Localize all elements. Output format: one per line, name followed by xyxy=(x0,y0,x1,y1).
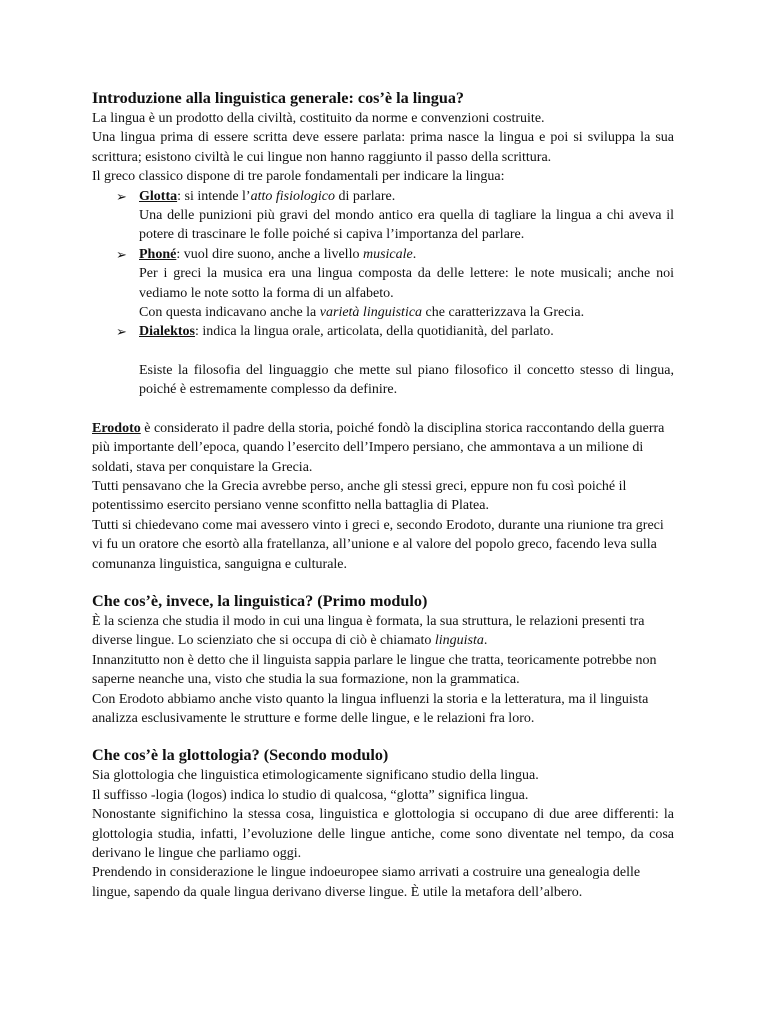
list-item-phone xyxy=(92,245,674,264)
paragraph: Il suffisso -logia (logos) indica lo studio di qualcosa, “glotta” significa lingua. xyxy=(92,787,529,803)
paragraph: Innanzitutto non è detto che il linguista sappia parlare le lingue che tratta, teoricamente potrebbe non saperne neanche una, visto che studia la sua formazione, non la grammatica. xyxy=(92,652,657,688)
term-phone: Phoné xyxy=(139,246,177,262)
list-subparagraph: Per i greci la musica era una lingua composta da delle lettere: le note musicali; anche noi vediamo le note sotto la forma di un alfabeto. xyxy=(139,266,674,301)
arrow-bullet-icon: ➢ xyxy=(116,324,127,340)
list-text: : indica la lingua orale, articolata, della quotidianità, del parlato. xyxy=(195,324,554,340)
arrow-bullet-icon: ➢ xyxy=(116,188,127,204)
list-text: : vuol dire suono, anche a livello xyxy=(176,246,363,262)
italic-text: linguista xyxy=(434,633,484,649)
list-subparagraph xyxy=(92,303,674,322)
spacer xyxy=(92,728,674,745)
paragraph: Il greco classico dispone di tre parole fondamentali per indicare la lingua: xyxy=(92,169,505,185)
italic-text: varietà linguistica xyxy=(319,305,423,321)
list-text: . xyxy=(412,246,417,262)
paragraph: La lingua è un prodotto della civiltà, costituito da norme e convenzioni costruite. xyxy=(92,111,545,126)
spacer xyxy=(92,342,674,361)
paragraph-text: È la scienza che studia il modo in cui una lingua è formata, la sua struttura, le relazioni presenti tra diverse lingue. Lo scienziato che si occupa di ciò è chiamato xyxy=(92,613,645,649)
paragraph: Nonostante significhino la stessa cosa, linguistica e glottologia si occupano di due aree differenti: la glottologia studia, infatti, l’evoluzione delle lingue antiche, come sono diventate nel tempo, da cosa derivano le lingue che parliamo oggi. xyxy=(92,807,674,861)
list-item-glotta xyxy=(92,187,674,206)
list-text: che caratterizzava la Grecia. xyxy=(422,305,585,321)
paragraph xyxy=(92,612,674,651)
italic-text: musicale xyxy=(362,246,413,262)
list-text: Con questa indicavano anche la xyxy=(139,305,320,321)
paragraph: Prendendo in considerazione le lingue indoeuropee siamo arrivati a costruire una genealogia delle lingue, sapendo da quale lingua derivano diverse lingue. È utile la metafora dell’albero. xyxy=(92,865,641,900)
term-erodoto: Erodoto xyxy=(92,420,141,436)
paragraph: Con Erodoto abbiamo anche visto quanto la lingua influenzi la storia e la letteratura, ma il linguista analizza esclusivamente le strutture e forme delle lingue, e le relazioni fra loro. xyxy=(92,691,649,726)
spacer xyxy=(92,574,674,591)
paragraph: Sia glottologia che linguistica etimologicamente significano studio della lingua. xyxy=(92,768,539,784)
paragraph: Tutti pensavano che la Grecia avrebbe perso, anche gli stessi greci, eppure non fu così poiché il potentissimo esercito persiano venne sconfitto nella battaglia di Platea. xyxy=(92,478,627,514)
paragraph: Tutti si chiedevano come mai avessero vinto i greci e, secondo Erodoto, durante una riunione tra greci vi fu un oratore che esortò alla fratellanza, all’unione e al valore del popolo greco, facendo leva sulla comunanza linguistica, sanguigna e culturale. xyxy=(92,517,664,572)
term-glotta: Glotta xyxy=(139,188,178,204)
document-body xyxy=(92,88,674,902)
paragraph-text: è considerato il padre della storia, poiché fondò la disciplina storica raccontando della guerra più importante dell’epoca, quando l’esercito dell’Impero persiano, che ammontava a un milione di soldati, stava per conquistare la Grecia. xyxy=(92,420,665,475)
italic-text: atto fisiologico xyxy=(250,188,335,204)
term-dialektos: Dialektos xyxy=(139,324,195,340)
spacer xyxy=(92,400,674,419)
list-text: di parlare. xyxy=(335,188,396,204)
list-item-dialektos xyxy=(92,322,674,341)
list-text: : si intende l’ xyxy=(177,188,251,204)
section-title-introduction: Introduzione alla linguistica generale: cos’è la lingua? xyxy=(92,89,465,107)
paragraph-erodoto xyxy=(92,419,674,477)
section-title-glottologia: Che cos’è la glottologia? (Secondo modulo) xyxy=(92,746,389,765)
section-title-linguistica: Che cos’è, invece, la linguistica? (Primo modulo) xyxy=(92,591,428,610)
list-subparagraph: Una delle punizioni più gravi del mondo antico era quella di tagliare la lingua a chi aveva il potere di trascinare le folle poiché si capiva l’importanza del parlare. xyxy=(139,208,674,243)
paragraph-text: . xyxy=(483,633,488,649)
note-paragraph: Esiste la filosofia del linguaggio che mette sul piano filosofico il concetto stesso di lingua, poiché è estremamente complesso da definire. xyxy=(139,362,674,398)
arrow-bullet-icon: ➢ xyxy=(116,246,127,262)
paragraph: Una lingua prima di essere scritta deve essere parlata: prima nasce la lingua e poi si sviluppa la sua scrittura; esistono civiltà le cui lingue non hanno raggiunto il passo della scrittura. xyxy=(92,130,674,165)
